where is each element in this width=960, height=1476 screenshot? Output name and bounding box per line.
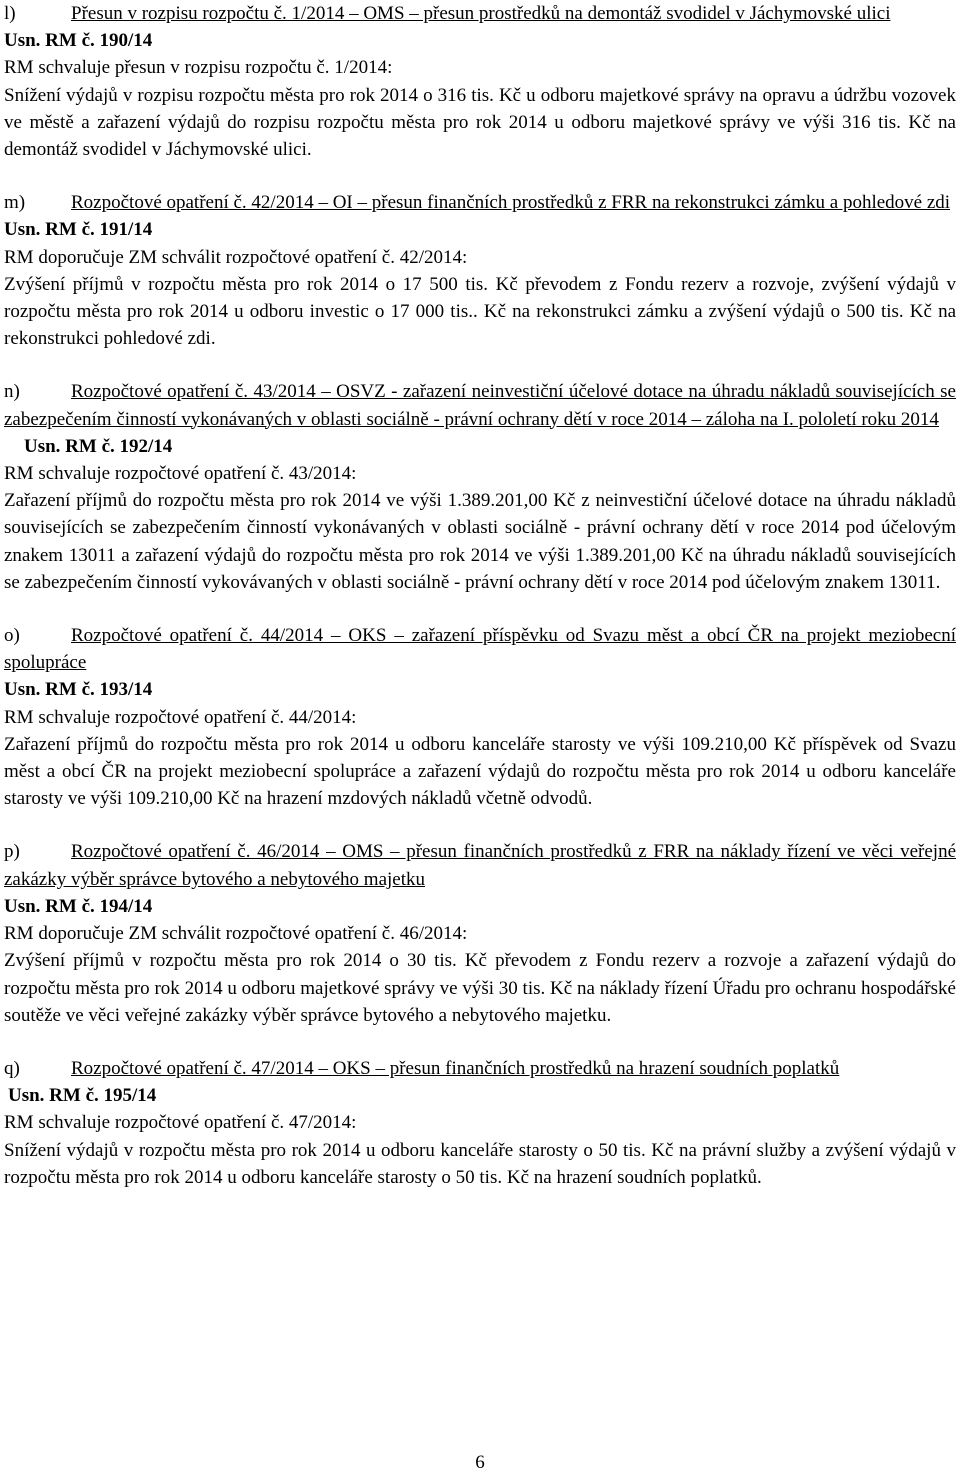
- item-title: Rozpočtové opatření č. 43/2014 – OSVZ - zařazení neinvestiční účelové dotace na úhradu nákladů souvisejících se zabezpečením činností vykonávaných v oblasti sociálně - právní ochrany dětí v roce 2014 – záloha na I. pololetí roku 2014: [4, 381, 956, 430]
- resolution-number: Usn. RM č. 194/14: [4, 895, 153, 917]
- item-title: Rozpočtové opatření č. 44/2014 – OKS – zařazení příspěvku od Svazu měst a obcí ČR na projekt meziobecní spolupráce: [4, 625, 956, 674]
- resolution-action: RM schvaluje přesun v rozpisu rozpočtu č. 1/2014:: [4, 57, 393, 79]
- item-title: Rozpočtové opatření č. 46/2014 – OMS – přesun finančních prostředků z FRR na náklady řízení ve věci veřejné zakázky výběr správce bytového a nebytového majetku: [4, 841, 956, 890]
- section-spacer: [4, 812, 956, 838]
- resolution-number: Usn. RM č. 192/14: [24, 435, 173, 457]
- resolution-number: Usn. RM č. 195/14: [8, 1085, 157, 1107]
- resolution-item-o: [4, 622, 956, 812]
- item-letter: o): [4, 625, 20, 647]
- item-letter: p): [4, 841, 20, 863]
- page-number: 6: [475, 1452, 485, 1473]
- resolution-action: RM schvaluje rozpočtové opatření č. 47/2014:: [4, 1112, 357, 1134]
- resolution-body: Zařazení příjmů do rozpočtu města pro rok 2014 ve výši 1.389.201,00 Kč z neinvestiční účelové dotace na úhradu nákladů souvisejících se zabezpečením činností vykonávaných v oblasti sociálně - právní ochrany dětí v roce 2014 pod účelovým znakem 13011 a zařazení výdajů do rozpočtu města pro rok 2014 ve výši 1.389.201,00 Kč na úhradu nákladů souvisejících se zabezpečením činností vykovávaných v oblasti sociálně - právní ochrany dětí v roce 2014 pod účelovým znakem 13011.: [4, 490, 956, 593]
- item-title: Přesun v rozpisu rozpočtu č. 1/2014 – OMS – přesun prostředků na demontáž svodidel v Jáchymovské ulici: [71, 3, 891, 24]
- resolution-body: Zvýšení příjmů v rozpočtu města pro rok 2014 o 17 500 tis. Kč převodem z Fondu rezerv a rozvoje, zvýšení výdajů v rozpočtu města pro rok 2014 u odboru investic o 17 000 tis.. Kč na rekonstrukci zámku a zvýšení výdajů o 500 tis. Kč na rekonstrukci pohledové zdi.: [4, 273, 956, 350]
- resolution-item-n: [4, 378, 956, 596]
- resolution-body: Snížení výdajů v rozpočtu města pro rok 2014 u odboru kanceláře starosty o 50 tis. Kč na právní služby a zvýšení výdajů v rozpočtu města pro rok 2014 u odboru kanceláře starosty o 50 tis. Kč na hrazení soudních poplatků.: [4, 1139, 956, 1188]
- item-title: Rozpočtové opatření č. 42/2014 – OI – přesun finančních prostředků z FRR na rekonstrukci zámku a pohledové zdi: [71, 192, 951, 214]
- resolution-number: Usn. RM č. 191/14: [4, 219, 153, 241]
- resolution-body: Zařazení příjmů do rozpočtu města pro rok 2014 u odboru kanceláře starosty ve výši 109.210,00 Kč příspěvek od Svazu měst a obcí ČR na projekt meziobecní spolupráce a zařazení výdajů do rozpočtu města pro rok 2014 u odboru kanceláře starosty ve výši 109.210,00 Kč na hrazení mzdových nákladů včetně odvodů.: [4, 733, 956, 810]
- resolution-body: Zvýšení příjmů v rozpočtu města pro rok 2014 o 30 tis. Kč převodem z Fondu rezerv a rozvoje a zařazení výdajů do rozpočtu města pro rok 2014 u odboru majetkové správy ve výši 30 tis. Kč na náklady řízení Úřadu pro ochranu hospodářské soutěže ve věci veřejné zakázky výběr správce bytového a nebytového majetku.: [4, 950, 956, 1026]
- section-spacer: [4, 163, 956, 189]
- resolution-action: RM doporučuje ZM schválit rozpočtové opatření č. 42/2014:: [4, 246, 468, 268]
- document-page: [4, 0, 956, 1191]
- resolution-number: Usn. RM č. 190/14: [4, 30, 153, 52]
- resolution-item-q: [4, 1055, 956, 1191]
- section-spacer: [4, 1029, 956, 1055]
- resolution-item-p: [4, 838, 956, 1028]
- resolution-item-m: [4, 189, 956, 352]
- section-spacer: [4, 352, 956, 378]
- item-letter: n): [4, 381, 20, 403]
- resolution-number: Usn. RM č. 193/14: [4, 679, 153, 701]
- resolution-item-l: [4, 0, 956, 163]
- section-spacer: [4, 596, 956, 622]
- resolution-action: RM schvaluje rozpočtové opatření č. 44/2014:: [4, 706, 357, 728]
- item-letter: q): [4, 1057, 20, 1079]
- resolution-body: Snížení výdajů v rozpisu rozpočtu města pro rok 2014 o 316 tis. Kč u odboru majetkové správy na opravu a údržbu vozovek ve městě a zařazení výdajů do rozpisu rozpočtu města pro rok 2014 u odboru majetkové správy ve výši 316 tis. Kč na demontáž svodidel v Jáchymovské ulici.: [4, 84, 956, 161]
- resolution-action: RM schvaluje rozpočtové opatření č. 43/2014:: [4, 463, 357, 485]
- item-letter: m): [4, 192, 26, 214]
- item-letter: l): [4, 3, 16, 24]
- resolution-action: RM doporučuje ZM schválit rozpočtové opatření č. 46/2014:: [4, 923, 468, 945]
- item-title: Rozpočtové opatření č. 47/2014 – OKS – přesun finančních prostředků na hrazení soudních poplatků: [71, 1057, 840, 1079]
